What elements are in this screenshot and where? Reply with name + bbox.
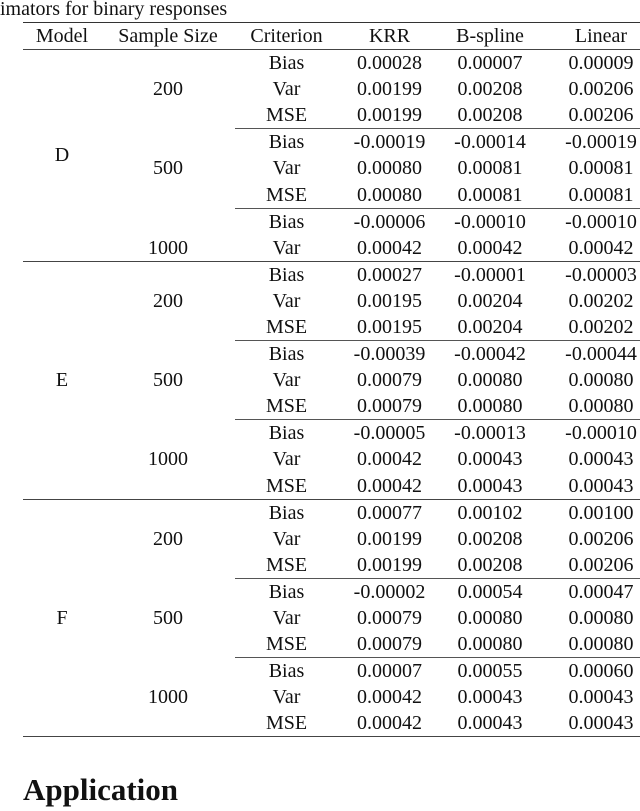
- bspline-cell: 0.00208: [457, 527, 523, 550]
- linear-cell: 0.00206: [568, 104, 634, 127]
- bspline-cell: 0.00208: [457, 78, 523, 101]
- model-label: F: [56, 607, 68, 630]
- linear-cell: 0.00100: [568, 501, 634, 524]
- criterion-cell: Bias: [235, 341, 338, 368]
- bspline-cell: 0.00043: [457, 712, 523, 735]
- table-row: [23, 208, 640, 235]
- linear-cell: -0.00044: [539, 341, 640, 368]
- sample-size-label: 200: [153, 78, 183, 101]
- criterion-cell: Bias: [235, 658, 338, 685]
- linear-cell: 0.00080: [568, 369, 634, 392]
- header-linear: Linear: [574, 25, 628, 47]
- krr-cell: 0.00080: [357, 183, 422, 206]
- header-krr: KRR: [368, 25, 411, 47]
- krr-cell: 0.00042: [357, 448, 422, 471]
- table-row: [23, 578, 640, 605]
- linear-cell: 0.00202: [568, 315, 634, 338]
- bspline-cell: 0.00042: [457, 236, 523, 259]
- criterion-cell: Var: [272, 607, 301, 630]
- krr-cell: 0.00199: [357, 527, 422, 550]
- krr-cell: 0.00042: [357, 236, 422, 259]
- linear-cell: 0.00043: [568, 448, 634, 471]
- linear-cell: 0.00009: [568, 52, 634, 75]
- linear-cell: 0.00202: [568, 289, 634, 312]
- bspline-cell: 0.00208: [457, 553, 523, 576]
- linear-cell: 0.00206: [568, 553, 634, 576]
- sample-size-label: 500: [153, 369, 183, 392]
- krr-cell: 0.00079: [357, 369, 422, 392]
- linear-cell: 0.00043: [568, 712, 634, 735]
- table-row: [23, 499, 640, 526]
- krr-cell: -0.00002: [338, 578, 441, 605]
- linear-cell: 0.00080: [568, 395, 634, 418]
- linear-cell: 0.00081: [568, 157, 634, 180]
- criterion-cell: Bias: [235, 420, 338, 447]
- linear-cell: 0.00080: [568, 607, 634, 630]
- krr-cell: 0.00199: [357, 553, 422, 576]
- model-label: D: [54, 144, 70, 167]
- bspline-cell: 0.00204: [457, 315, 523, 338]
- krr-cell: -0.00006: [338, 208, 441, 235]
- linear-cell: 0.00060: [539, 658, 640, 685]
- bspline-cell: -0.00042: [441, 341, 539, 368]
- linear-cell: 0.00206: [568, 527, 634, 550]
- sample-size-label: 500: [153, 157, 183, 180]
- krr-cell: 0.00079: [357, 607, 422, 630]
- bspline-cell: -0.00010: [441, 208, 539, 235]
- krr-cell: 0.00077: [357, 501, 422, 524]
- krr-cell: 0.00195: [357, 289, 422, 312]
- criterion-cell: Bias: [268, 501, 305, 524]
- criterion-cell: Var: [272, 236, 301, 259]
- linear-cell: -0.00010: [539, 420, 640, 447]
- table-row: [23, 420, 640, 447]
- criterion-cell: MSE: [265, 183, 308, 206]
- sample-size-label: 200: [153, 527, 183, 550]
- criterion-cell: Bias: [268, 263, 305, 286]
- krr-cell: 0.00080: [357, 157, 422, 180]
- bspline-cell: -0.00001: [454, 263, 526, 286]
- krr-cell: 0.00199: [357, 78, 422, 101]
- bspline-cell: 0.00080: [457, 633, 523, 656]
- bspline-cell: 0.00102: [457, 501, 523, 524]
- krr-cell: 0.00007: [338, 658, 441, 685]
- criterion-cell: Bias: [235, 208, 338, 235]
- criterion-cell: Bias: [268, 52, 305, 75]
- krr-cell: 0.00042: [357, 712, 422, 735]
- bspline-cell: 0.00055: [441, 658, 539, 685]
- criterion-cell: Bias: [235, 578, 338, 605]
- krr-cell: 0.00042: [357, 474, 422, 497]
- criterion-cell: Var: [272, 527, 301, 550]
- bspline-cell: 0.00080: [457, 395, 523, 418]
- bspline-cell: -0.00014: [441, 129, 539, 156]
- bspline-cell: 0.00054: [441, 578, 539, 605]
- krr-cell: 0.00027: [357, 263, 422, 286]
- criterion-cell: MSE: [265, 395, 308, 418]
- krr-cell: 0.00195: [357, 315, 422, 338]
- linear-cell: -0.00003: [565, 263, 637, 286]
- header-bspline: B-spline: [456, 25, 524, 47]
- model-group-e: [23, 261, 640, 499]
- linear-cell: 0.00047: [539, 578, 640, 605]
- krr-cell: 0.00028: [357, 52, 422, 75]
- bspline-cell: 0.00007: [457, 52, 523, 75]
- linear-cell: -0.00010: [539, 208, 640, 235]
- table-caption: imators for binary responses: [0, 0, 228, 20]
- krr-cell: -0.00039: [338, 341, 441, 368]
- criterion-cell: MSE: [265, 633, 308, 656]
- header-sample-size: Sample Size: [118, 25, 218, 47]
- sample-size-label: 500: [153, 607, 183, 630]
- krr-cell: -0.00019: [338, 129, 441, 156]
- criterion-cell: MSE: [265, 712, 308, 735]
- krr-cell: -0.00005: [338, 420, 441, 447]
- bspline-cell: 0.00208: [457, 104, 523, 127]
- bspline-cell: -0.00013: [441, 420, 539, 447]
- table-header-row: [23, 23, 640, 50]
- criterion-cell: Var: [272, 157, 301, 180]
- bspline-cell: 0.00043: [457, 474, 523, 497]
- bspline-cell: 0.00043: [457, 448, 523, 471]
- section-heading: Application: [23, 772, 179, 807]
- model-label: E: [55, 369, 69, 392]
- table-row: [23, 341, 640, 368]
- criterion-cell: Var: [272, 289, 301, 312]
- linear-cell: -0.00019: [539, 129, 640, 156]
- criterion-cell: MSE: [265, 315, 308, 338]
- criterion-cell: Var: [272, 686, 301, 709]
- results-table: [23, 22, 640, 737]
- linear-cell: 0.00080: [568, 633, 634, 656]
- model-group-f: [23, 499, 640, 737]
- sample-size-label: 200: [153, 290, 183, 313]
- table-row: [23, 129, 640, 156]
- table-row: [23, 658, 640, 685]
- sample-size-label: 1000: [148, 236, 188, 259]
- header-model: Model: [35, 25, 89, 47]
- linear-cell: 0.00043: [568, 686, 634, 709]
- header-criterion: Criterion: [250, 25, 323, 47]
- criterion-cell: Var: [272, 448, 301, 471]
- linear-cell: 0.00081: [568, 183, 634, 206]
- criterion-cell: MSE: [265, 104, 308, 127]
- model-group-d: [23, 50, 640, 262]
- krr-cell: 0.00079: [357, 633, 422, 656]
- sample-size-label: 1000: [148, 686, 188, 709]
- criterion-cell: Bias: [235, 129, 338, 156]
- krr-cell: 0.00199: [357, 104, 422, 127]
- bspline-cell: 0.00081: [457, 183, 523, 206]
- bspline-cell: 0.00080: [457, 607, 523, 630]
- linear-cell: 0.00206: [568, 78, 634, 101]
- bspline-cell: 0.00080: [457, 369, 523, 392]
- bspline-cell: 0.00204: [457, 289, 523, 312]
- table-row: [23, 261, 640, 288]
- bspline-cell: 0.00081: [457, 157, 523, 180]
- linear-cell: 0.00042: [568, 236, 634, 259]
- table-row: [23, 50, 640, 77]
- bspline-cell: 0.00043: [457, 686, 523, 709]
- criterion-cell: Var: [272, 369, 301, 392]
- krr-cell: 0.00042: [357, 686, 422, 709]
- criterion-cell: MSE: [265, 474, 308, 497]
- criterion-cell: Var: [272, 78, 301, 101]
- criterion-cell: MSE: [265, 553, 308, 576]
- linear-cell: 0.00043: [568, 474, 634, 497]
- krr-cell: 0.00079: [357, 395, 422, 418]
- sample-size-label: 1000: [148, 448, 188, 471]
